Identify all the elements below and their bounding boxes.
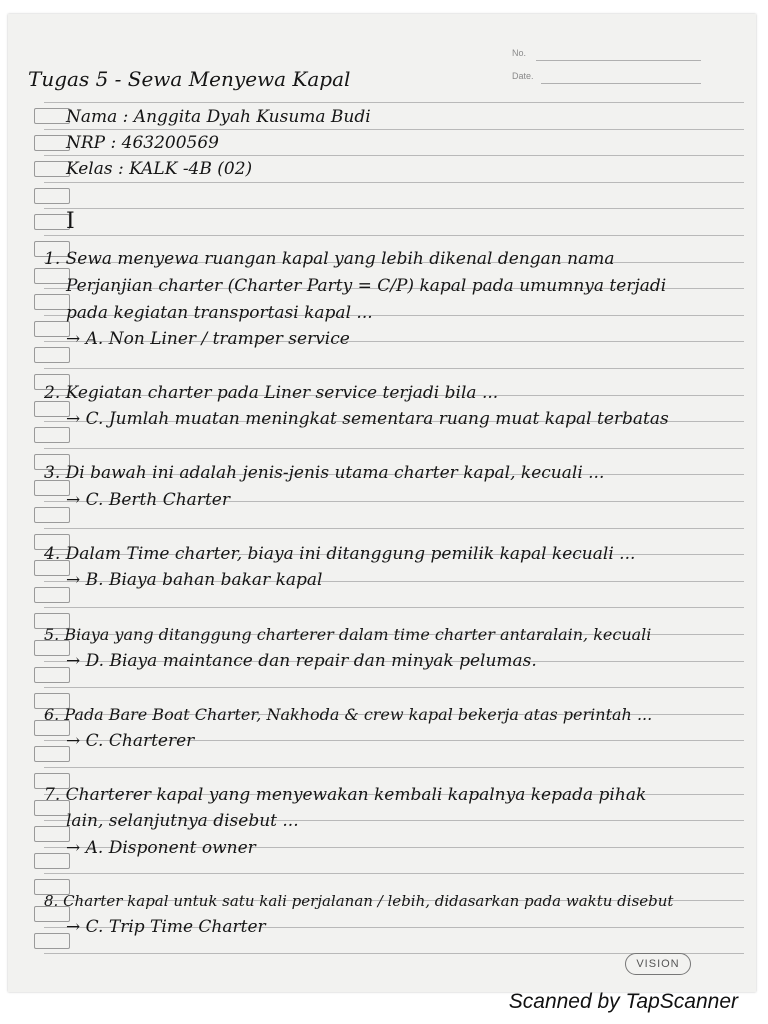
margin-checkbox: [34, 135, 70, 151]
q7-answer: → A. Disponent owner: [66, 838, 256, 858]
margin-checkbox: [34, 268, 70, 284]
margin-checkbox: [34, 294, 70, 310]
notebook-brand-logo: VISION: [625, 953, 691, 975]
margin-checkbox: [34, 853, 70, 869]
ruled-line: [44, 687, 744, 688]
margin-checkbox: [34, 667, 70, 683]
name-line: Nama : Anggita Dyah Kusuma Budi: [66, 107, 371, 127]
q1-answer: → A. Non Liner / tramper service: [66, 329, 350, 349]
margin-checkbox: [34, 401, 70, 417]
ruled-line: [44, 368, 744, 369]
margin-checkbox: [34, 507, 70, 523]
class-line: Kelas : KALK -4B (02): [66, 159, 253, 179]
margin-checkbox: [34, 347, 70, 363]
ruled-line: [44, 182, 744, 183]
margin-checkbox: [34, 933, 70, 949]
ruled-line: [44, 767, 744, 768]
q1-line1: 1. Sewa menyewa ruangan kapal yang lebih dikenal dengan nama: [44, 249, 615, 269]
margin-checkbox: [34, 161, 70, 177]
date-line: [541, 83, 701, 84]
q6-answer: → C. Charterer: [66, 731, 195, 751]
q3-answer: → C. Berth Charter: [66, 490, 230, 510]
q4-line1: 4. Dalam Time charter, biaya ini ditanggung pemilik kapal kecuali ...: [44, 544, 636, 564]
margin-checkbox: [34, 427, 70, 443]
notebook-page: [8, 14, 756, 992]
q4-answer: → B. Biaya bahan bakar kapal: [66, 570, 323, 590]
ruled-line: [44, 873, 744, 874]
q7-line1: 7. Charterer kapal yang menyewakan kembali kapalnya kepada pihak: [44, 785, 647, 805]
q7-line2: lain, selanjutnya disebut ...: [66, 811, 299, 831]
ruled-line: [44, 155, 744, 156]
q2-line1: 2. Kegiatan charter pada Liner service terjadi bila ...: [44, 383, 499, 403]
margin-checkbox: [34, 321, 70, 337]
margin-checkbox: [34, 214, 70, 230]
nrp-line: NRP : 463200569: [66, 133, 219, 153]
margin-checkbox: [34, 746, 70, 762]
q2-answer: → C. Jumlah muatan meningkat sementara ruang muat kapal terbatas: [66, 409, 669, 429]
q1-line2: Perjanjian charter (Charter Party = C/P) kapal pada umumnya terjadi: [66, 276, 667, 296]
q8-line1: 8. Charter kapal untuk satu kali perjalanan / lebih, didasarkan pada waktu disebut: [44, 892, 674, 910]
section-numeral: I: [66, 209, 75, 234]
margin-checkbox: [34, 188, 70, 204]
ruled-line: [44, 208, 744, 209]
q3-line1: 3. Di bawah ini adalah jenis-jenis utama charter kapal, kecuali ...: [44, 463, 605, 483]
margin-checkbox: [34, 587, 70, 603]
ruled-line: [44, 448, 744, 449]
ruled-line: [44, 528, 744, 529]
margin-checkbox: [34, 826, 70, 842]
no-line: [536, 60, 701, 61]
q6-line1: 6. Pada Bare Boat Charter, Nakhoda & crew kapal bekerja atas perintah ...: [44, 705, 653, 724]
date-label: Date.: [512, 71, 534, 81]
q5-line1: 5. Biaya yang ditanggung charterer dalam time charter antaralain, kecuali: [44, 625, 652, 644]
ruled-line: [44, 129, 744, 130]
scanner-watermark: Scanned by TapScanner: [508, 990, 738, 1013]
margin-checkbox: [34, 108, 70, 124]
ruled-line: [44, 607, 744, 608]
q1-line3: pada kegiatan transportasi kapal ...: [66, 303, 373, 323]
ruled-line: [44, 235, 744, 236]
ruled-line: [44, 102, 744, 103]
q5-answer: → D. Biaya maintance dan repair dan minyak pelumas.: [66, 651, 537, 671]
page-title: Tugas 5 - Sewa Menyewa Kapal: [28, 67, 351, 91]
no-label: No.: [512, 48, 527, 58]
q8-answer: → C. Trip Time Charter: [66, 917, 266, 937]
